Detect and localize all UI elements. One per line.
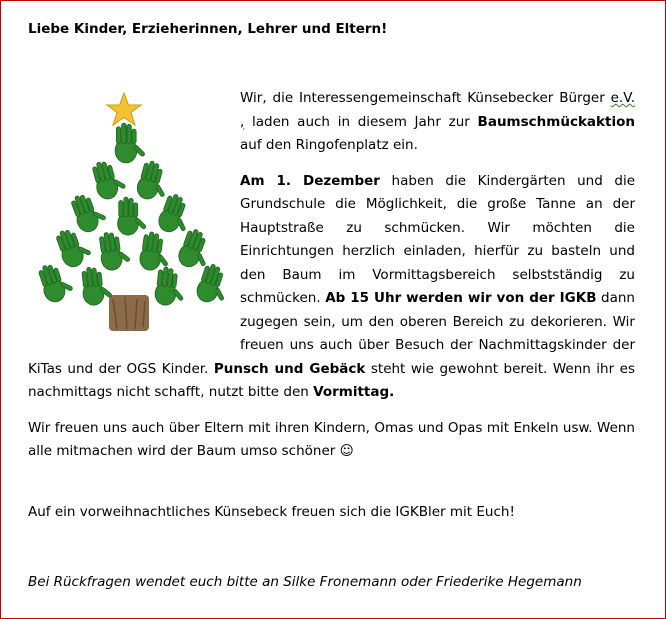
closing-line: Auf ein vorweihnachtliches Künsebeck freuen sich die IGKBler mit Euch! [28,504,515,520]
paragraph-parents: Wir freuen uns auch über Eltern mit ihren Kindern, Omas und Opas mit Enkeln usw. Wenn alle mitmachen wird der Baum umso schöner ☺ [28,419,635,459]
letter-body [28,87,635,476]
paragraph-invitation: Wir, die Interessengemeinschaft Künsebecker Bürger e.V. , laden auch in diesem Jahr zur Baumschmückaktion auf den Ringofenplatz ein. [240,90,635,153]
star-icon [107,93,141,125]
handprint-tree-icon [31,91,236,336]
greeting-heading: Liebe Kinder, Erzieherinnen, Lehrer und Eltern! [28,21,388,37]
contact-line: Bei Rückfragen wendet euch bitte an Silke Fronemann oder Friederike Hegemann [28,574,582,590]
paragraph-details: Am 1. Dezember haben die Kindergärten und die Grundschule die Möglichkeit, die große Tanne an der Hauptstraße zu schmücken. Wir möchten die Einrichtungen herzlich einladen, hierfür zu basteln und den Baum im Vormittagsbereich selbstständig zu schmücken. Ab 15 Uhr werden wir von der IGKB dann zugegen sein, um den oberen Bereich zu dekorieren. Wir freuen uns auch über Besuch der Nachmittagskinder der KiTas und der OGS Kinder. Punsch und Gebäck steht wie gewohnt bereit. Wenn ihr es nachmittags nicht schafft, nutzt bitte den Vormittag. [28,172,636,400]
tree-illustration-wrapper [28,87,240,335]
